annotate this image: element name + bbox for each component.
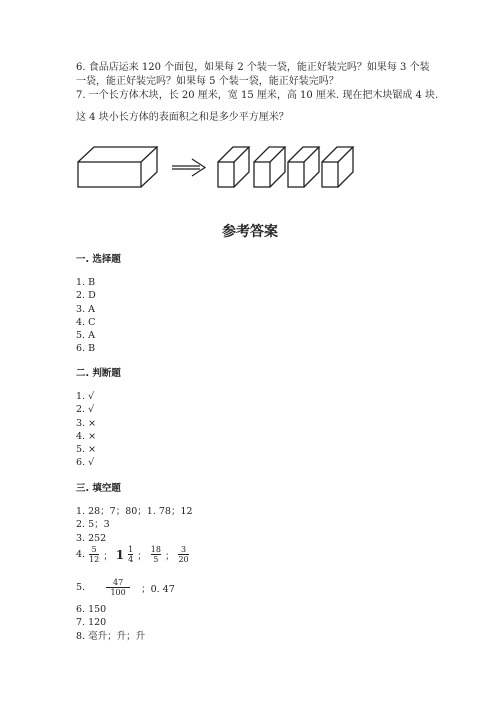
large-cuboid-drawing [78, 147, 157, 187]
separator: ； [137, 550, 147, 562]
numerator: 47 [112, 578, 124, 587]
answer-item: 6. 150 [76, 604, 107, 615]
denominator: 20 [178, 555, 189, 564]
section-3-answers [76, 505, 193, 545]
answer-item: 1. √ [76, 391, 95, 402]
denominator: 12 [89, 555, 100, 564]
question-6-line-2: 一袋，能正好装完吗？如果每 5 个装一袋，能正好装完吗？ [76, 76, 339, 87]
answer-item: 5. A [76, 330, 95, 342]
section-1-answers [76, 276, 96, 356]
answer-item-5 [76, 578, 175, 597]
answer-item: 4. × [76, 430, 97, 442]
item-label: 5. [76, 582, 86, 593]
answer-item: 2. √ [76, 404, 95, 416]
fraction [106, 578, 130, 597]
question-6-line-1: 6. 食品店运来 120 个面包，如果每 2 个装一袋，能正好装完吗？如果每 3 个装 [76, 62, 430, 73]
question-7-line-1: 7. 一个长方体木块，长 20 厘米，宽 15 厘米，高 10 厘米. 现在把木块锯成 4 块. [76, 90, 439, 101]
separator: ； [164, 550, 175, 562]
answer-item: 4. C [76, 316, 96, 328]
fraction [128, 545, 133, 564]
denominator: 100 [110, 588, 126, 597]
arrow-right-icon [172, 159, 205, 176]
answer-item: 3. A [76, 303, 95, 315]
denominator: 4 [128, 555, 134, 564]
item-label: 4. [76, 549, 86, 560]
answer-item: 1. B [76, 277, 96, 288]
numerator: 3 [181, 545, 187, 554]
answer-item: 2. 5；3 [76, 519, 110, 531]
answer-item: 8. 毫升；升；升 [76, 630, 146, 642]
fraction [178, 545, 188, 564]
denominator: 5 [153, 555, 159, 564]
answer-item: 5. × [76, 444, 97, 456]
answer-item: 7. 120 [76, 617, 107, 629]
fraction [151, 545, 161, 564]
numerator: 18 [150, 545, 161, 554]
decimal-answer: ；0. 47 [141, 583, 175, 595]
answer-item: 6. √ [76, 457, 95, 469]
question-7-line-2: 这 4 块小长方体的表面积之和是多少平方厘米？ [76, 112, 289, 123]
answer-item: 3. × [76, 417, 97, 429]
cuboid-cutting-figure [70, 140, 370, 192]
answer-key-title: 参考答案 [222, 224, 278, 240]
fraction [89, 545, 99, 564]
section-3-tail-answers [76, 603, 145, 643]
answer-item: 6. B [76, 343, 96, 355]
separator: ； [103, 550, 113, 562]
numerator: 5 [91, 545, 97, 554]
section-3-heading: 三. 填空题 [76, 483, 121, 494]
small-cuboids-drawing [218, 147, 353, 187]
answer-item: 2. D [76, 290, 96, 302]
answer-item: 1. 28；7；80；1. 78；12 [76, 506, 193, 517]
section-1-heading: 一. 选择题 [76, 254, 121, 265]
section-2-answers [76, 390, 96, 470]
numerator: 1 [128, 545, 134, 554]
section-2-heading: 二. 判断题 [76, 368, 121, 379]
answer-item: 3. 252 [76, 532, 107, 544]
mixed-number-whole: 1 [115, 547, 125, 562]
answer-item-4-fractions [76, 545, 190, 564]
